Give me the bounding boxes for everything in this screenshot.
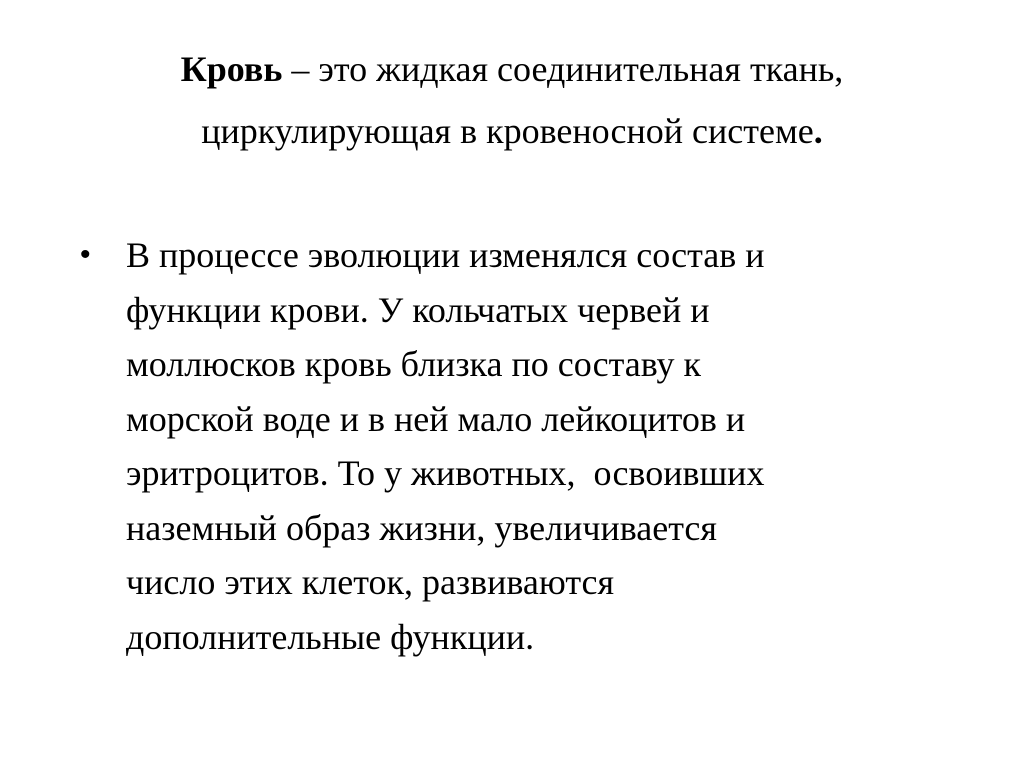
bullet-line: функции крови. У кольчатых червей и [126,289,710,330]
title-term: Кровь [180,49,283,89]
bullet-line: моллюсков кровь близка по составу к [126,344,701,384]
bullet-line: наземный образ жизни, увеличивается [126,507,717,548]
title-line1-rest: – это жидкая соединительная ткань, [282,49,844,89]
bullet-line: В процессе эволюции изменялся состав и [126,235,765,275]
bullet-marker: • [80,238,91,271]
title-line2: циркулирующая в кровеносной системе [201,111,814,151]
title-end-mark: . [813,111,823,151]
bullet-list [80,228,960,664]
bullet-item [80,228,960,664]
bullet-line: морской воде и в ней мало лейкоцитов и [126,398,746,439]
bullet-line: эритроцитов. То у животных, освоивших [126,453,765,493]
bullet-line: число этих клеток, развиваются [126,562,615,602]
bullet-line: дополнительные функции. [126,616,535,657]
slide-title [40,38,984,162]
